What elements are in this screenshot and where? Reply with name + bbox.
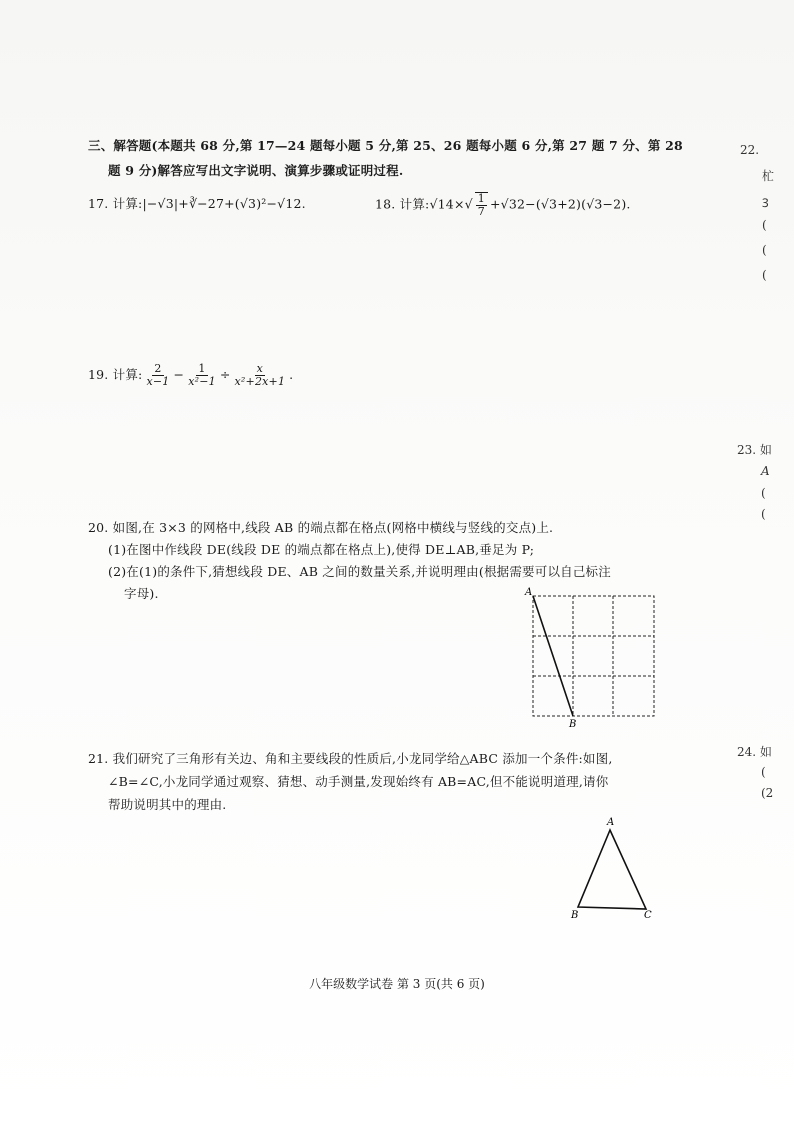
q20-grid-figure — [525, 588, 665, 728]
q17-expr-d: −√12. — [266, 196, 306, 211]
question-19: 19. 计算: $\frac{2}{x-1}$ − $\frac{1}{\text{x²−1}}$ ÷ $\frac{x}{\text{x²+2x+1}}$ . — [88, 362, 294, 388]
grid-lines — [533, 596, 654, 716]
margin-q23-line2: A — [761, 464, 770, 478]
segment-ab — [533, 596, 573, 716]
label-a: A — [607, 817, 615, 828]
margin-q22-line6: ( — [762, 268, 767, 282]
label-c: C — [644, 910, 652, 921]
q17-expr-c: +(√3)² — [224, 196, 267, 211]
q19-fraction-2: $\frac{1}{\text{x²−1}}$ — [188, 362, 216, 388]
q18-label: 18. 计算: — [375, 196, 430, 212]
q20-line-2: (1)在图中作线段 DE(线段 DE 的端点都在格点上),使得 DE⊥AB,垂足为 P; — [108, 542, 535, 557]
label-b: B — [571, 910, 579, 921]
margin-q22: 22. — [740, 143, 760, 157]
margin-q22-line4: ( — [762, 218, 767, 232]
q18-fraction: $\frac{1}{7}$ — [475, 192, 488, 218]
label-b: B — [569, 719, 577, 730]
q21-triangle-figure — [568, 815, 668, 925]
question-17 — [88, 195, 306, 213]
q17-expr-a: |−√3| — [142, 196, 179, 211]
q21-line-3: 帮助说明其中的理由. — [108, 797, 227, 812]
q21-line-2: ∠B=∠C,小龙同学通过观察、猜想、动手测量,发现始终有 AB=AC,但不能说明道理,请你 — [108, 774, 609, 789]
q21-line-1: 21. 我们研究了三角形有关边、角和主要线段的性质后,小龙同学给△ABC 添加一个条件:如图, — [88, 751, 613, 766]
q20-line-1: 20. 如图,在 3×3 的网格中,线段 AB 的端点都在格点(网格中横线与竖线的交点)上. — [88, 520, 554, 535]
margin-q23: 23. 如 — [737, 443, 772, 457]
margin-q22-line2: 杧 — [762, 169, 775, 183]
section-heading: 三、解答题(本题共 68 分,第 17—24 题每小题 5 分,第 25、26 题每小题 6 分,第 27 题 7 分、第 28 — [88, 138, 683, 153]
margin-q23-line4: ( — [761, 507, 766, 521]
section-heading-cont: 题 9 分)解答应写出文字说明、演算步骤或证明过程. — [108, 163, 404, 178]
q17-expr-b: +∛−27 — [178, 196, 225, 211]
margin-q22-line5: ( — [762, 243, 767, 257]
q18-expr-b: +√32−(√3+2)(√3−2). — [490, 196, 631, 212]
q17-label: 17. 计算: — [88, 196, 143, 211]
margin-q22-line3: Ꝫ — [762, 196, 769, 210]
question-18: 18. 计算:√14×√ $\frac{1}{7}$ +√32−(√3+2)(√3−2). — [375, 192, 631, 218]
margin-q23-line3: ( — [761, 486, 766, 500]
q20-line-3: (2)在(1)的条件下,猜想线段 DE、AB 之间的数量关系,并说明理由(根据需要可以自己标注 — [108, 564, 611, 579]
q19-fraction-3: $\frac{x}{\text{x²+2x+1}}$ — [234, 362, 286, 388]
margin-q24-line3: (2 — [761, 786, 774, 800]
triangle-abc — [578, 830, 646, 909]
q19-fraction-1: $\frac{2}{x-1}$ — [146, 362, 170, 388]
margin-q24-line2: ( — [761, 765, 766, 779]
margin-q24: 24. 如 — [737, 745, 772, 759]
label-a: A — [525, 587, 533, 598]
q19-label: 19. 计算: — [88, 367, 143, 382]
page-footer: 八年级数学试卷 第 3 页(共 6 页) — [309, 977, 485, 991]
q18-expr-a: √14× — [429, 196, 465, 212]
q20-line-4: 字母). — [124, 586, 159, 601]
